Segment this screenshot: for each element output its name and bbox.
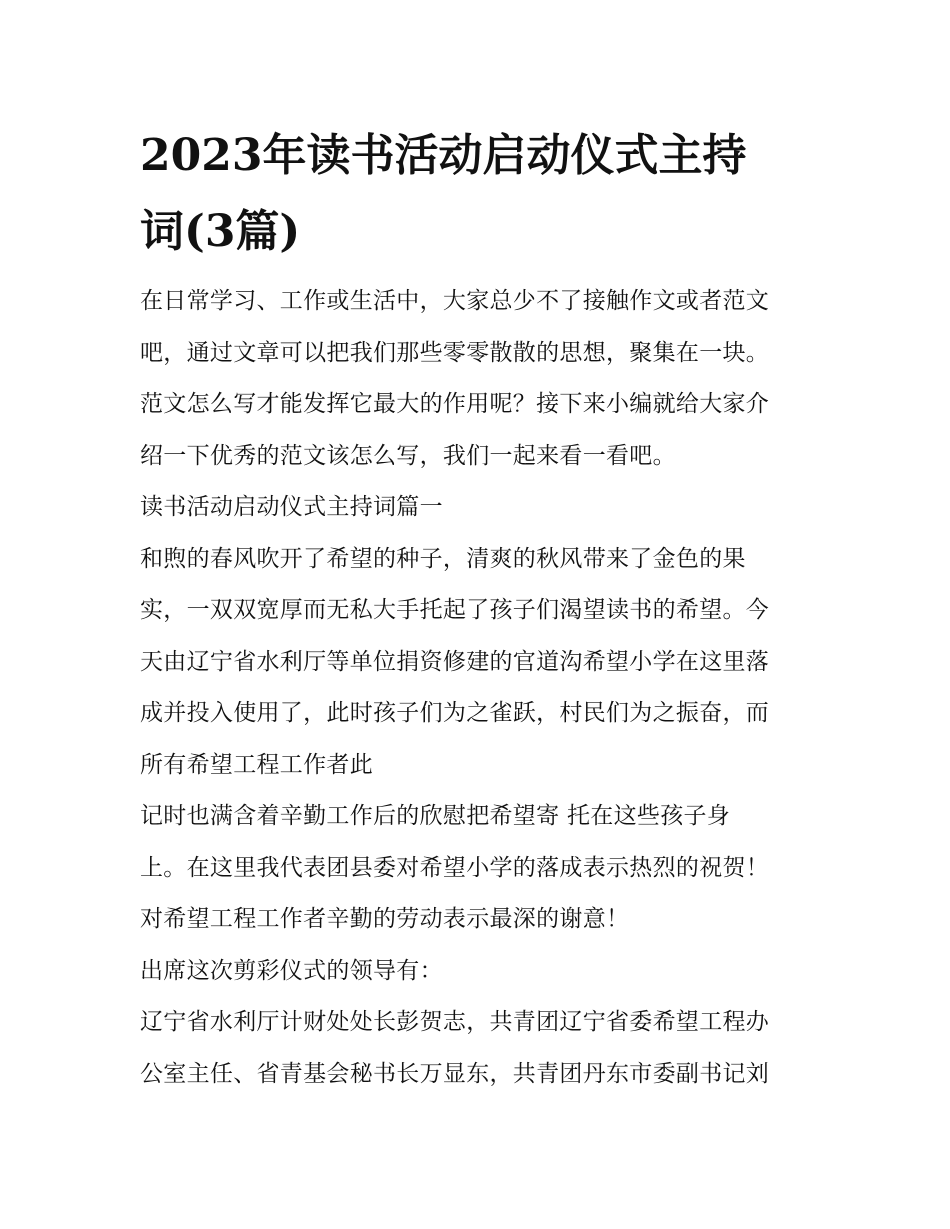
document-body [140, 276, 830, 1100]
section-heading: 读书活动启动仪式主持词篇一 [140, 494, 443, 520]
document-title [140, 118, 820, 270]
paragraph-line: 天由辽宁省水利厅等单位捐资修建的官道沟希望小学在这里落 [140, 648, 770, 675]
paragraph-line: 记时也满含着辛勤工作后的欣慰把希望寄 托在这些孩子身 [140, 803, 731, 829]
paragraph-line: 实，一双双宽厚而无私大手托起了孩子们渴望读书的希望。今 [140, 597, 770, 623]
paragraph-line: 上。在这里我代表团县委对希望小学的落成表示热烈的祝贺！ [140, 854, 770, 881]
paragraph-line: 公室主任、省青基会秘书长万显东，共青团丹东市委副书记刘 [140, 1060, 770, 1087]
paragraph-line: 和煦的春风吹开了希望的种子，清爽的秋风带来了金色的果 [140, 545, 746, 572]
paragraph-line: 在日常学习、工作或生活中，大家总少不了接触作文或者范文 [140, 288, 770, 314]
paragraph-line: 辽宁省水利厅计财处处长彭贺志，共青团辽宁省委希望工程办 [140, 1009, 770, 1035]
paragraph-line: 成并投入使用了，此时孩子们为之雀跃，村民们为之振奋，而 [140, 700, 770, 726]
title-line: 2023年读书活动启动仪式主持 [140, 130, 747, 181]
paragraph-line: 范文怎么写才能发挥它最大的作用呢？接下来小编就给大家介 [140, 391, 770, 417]
title-line: 词(3篇) [140, 206, 301, 257]
paragraph-line: 所有希望工程工作者此 [140, 751, 373, 778]
paragraph-line: 对希望工程工作者辛勤的劳动表示最深的谢意！ [140, 906, 630, 932]
paragraph-line: 绍一下优秀的范文该怎么写，我们一起来看一看吧。 [140, 442, 676, 469]
paragraph-line: 出席这次剪彩仪式的领导有： [140, 957, 443, 984]
paragraph-line: 吧，通过文章可以把我们那些零零散散的思想，聚集在一块。 [140, 339, 770, 366]
